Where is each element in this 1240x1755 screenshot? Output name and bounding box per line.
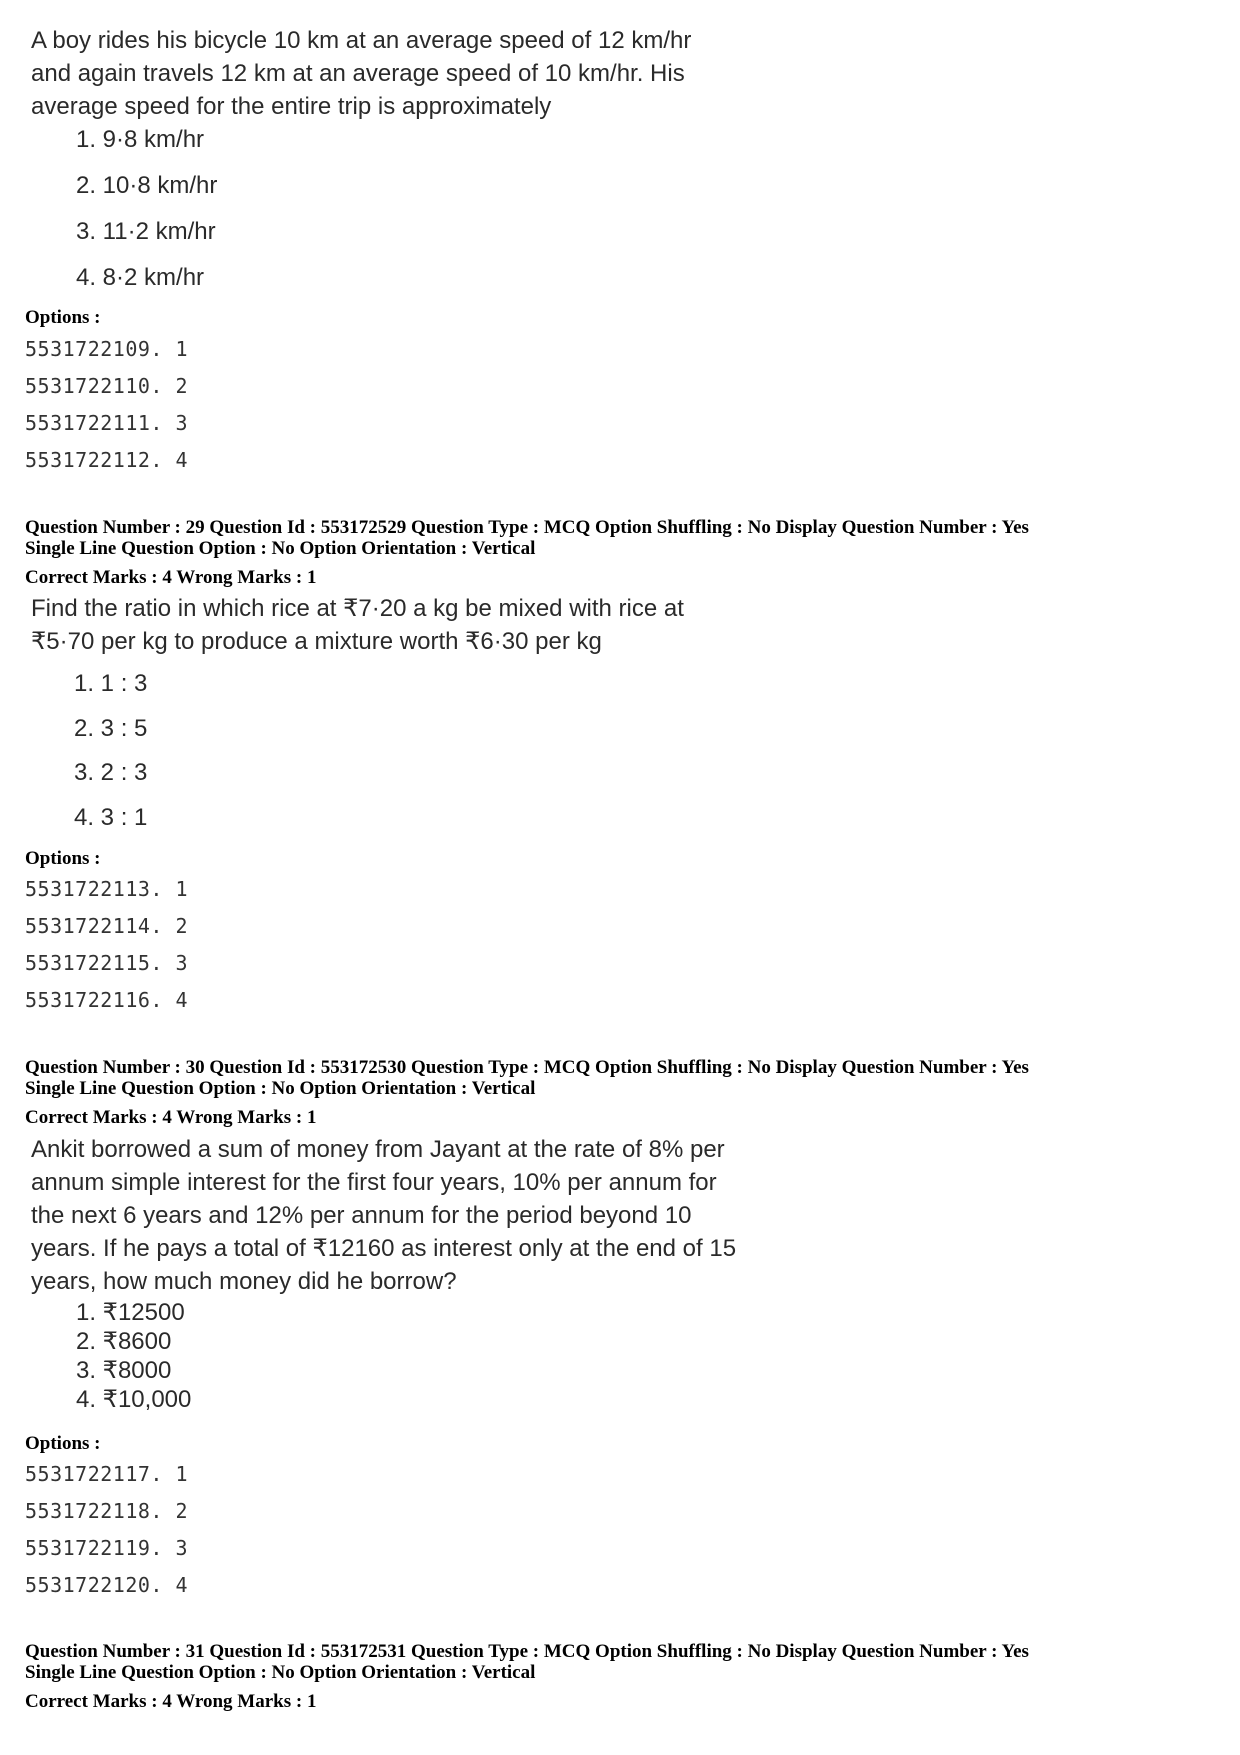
options-heading: Options : xyxy=(25,848,101,869)
question-text-line: and again travels 12 km at an average speed of 10 km/hr. His xyxy=(31,60,685,87)
question-29-text xyxy=(31,592,684,658)
choice: 3. 11·2 km/hr xyxy=(76,218,216,245)
question-meta-line: Question Number : 29 Question Id : 553172529 Question Type : MCQ Option Shuffling : No Display Question Number : Yes xyxy=(25,517,1029,538)
question-marks: Correct Marks : 4 Wrong Marks : 1 xyxy=(25,567,317,588)
option-id: 5531722114. 2 xyxy=(25,914,189,938)
question-text-line: average speed for the entire trip is approximately xyxy=(31,93,552,120)
option-id: 5531722119. 3 xyxy=(25,1536,189,1560)
choice: 4. 8·2 km/hr xyxy=(76,264,205,291)
question-meta-line: Single Line Question Option : No Option Orientation : Vertical xyxy=(25,538,536,559)
choice: 4. 3 : 1 xyxy=(74,804,148,831)
question-meta-line: Question Number : 30 Question Id : 553172530 Question Type : MCQ Option Shuffling : No Display Question Number : Yes xyxy=(25,1057,1029,1078)
question-marks: Correct Marks : 4 Wrong Marks : 1 xyxy=(25,1107,317,1128)
option-id: 5531722109. 1 xyxy=(25,337,189,361)
options-heading: Options : xyxy=(25,307,101,328)
option-id: 5531722113. 1 xyxy=(25,877,189,901)
options-heading: Options : xyxy=(25,1433,101,1454)
question-text-line: years. If he pays a total of ₹12160 as interest only at the end of 15 xyxy=(31,1235,737,1262)
choice: 1. ₹12500 xyxy=(76,1299,185,1326)
option-id: 5531722118. 2 xyxy=(25,1499,189,1523)
question-text-line: Ankit borrowed a sum of money from Jayant at the rate of 8% per xyxy=(31,1136,725,1163)
question-text-line: the next 6 years and 12% per annum for the period beyond 10 xyxy=(31,1202,692,1229)
question-text-line: Find the ratio in which rice at ₹7·20 a kg be mixed with rice at xyxy=(31,595,684,622)
choice: 2. ₹8600 xyxy=(76,1328,172,1355)
option-id: 5531722110. 2 xyxy=(25,374,189,398)
choice: 3. 2 : 3 xyxy=(74,759,148,786)
choice: 4. ₹10,000 xyxy=(76,1386,192,1413)
question-text-line: A boy rides his bicycle 10 km at an average speed of 12 km/hr xyxy=(31,27,692,54)
question-text-line: annum simple interest for the first four years, 10% per annum for xyxy=(31,1169,717,1196)
option-id: 5531722115. 3 xyxy=(25,951,189,975)
question-meta-line: Question Number : 31 Question Id : 553172531 Question Type : MCQ Option Shuffling : No Display Question Number : Yes xyxy=(25,1641,1029,1662)
question-30-meta xyxy=(25,1057,1029,1099)
question-meta-line: Single Line Question Option : No Option Orientation : Vertical xyxy=(25,1662,536,1683)
choice: 1. 1 : 3 xyxy=(74,670,148,697)
question-meta-line: Single Line Question Option : No Option Orientation : Vertical xyxy=(25,1078,536,1099)
question-text-line: years, how much money did he borrow? xyxy=(31,1268,457,1295)
choice: 2. 10·8 km/hr xyxy=(76,172,218,199)
choice: 2. 3 : 5 xyxy=(74,715,148,742)
choice: 3. ₹8000 xyxy=(76,1357,172,1384)
option-id: 5531722116. 4 xyxy=(25,988,189,1012)
option-id: 5531722120. 4 xyxy=(25,1573,189,1597)
option-id: 5531722117. 1 xyxy=(25,1462,189,1486)
question-marks: Correct Marks : 4 Wrong Marks : 1 xyxy=(25,1691,317,1712)
question-30-text xyxy=(31,1133,736,1298)
question-31-meta xyxy=(25,1641,1029,1683)
choice: 1. 9·8 km/hr xyxy=(76,126,205,153)
option-id: 5531722112. 4 xyxy=(25,448,189,472)
option-id: 5531722111. 3 xyxy=(25,411,189,435)
question-29-meta xyxy=(25,517,1029,559)
question-text-line: ₹5·70 per kg to produce a mixture worth ₹6·30 per kg xyxy=(31,628,602,655)
question-28-text xyxy=(31,24,691,123)
